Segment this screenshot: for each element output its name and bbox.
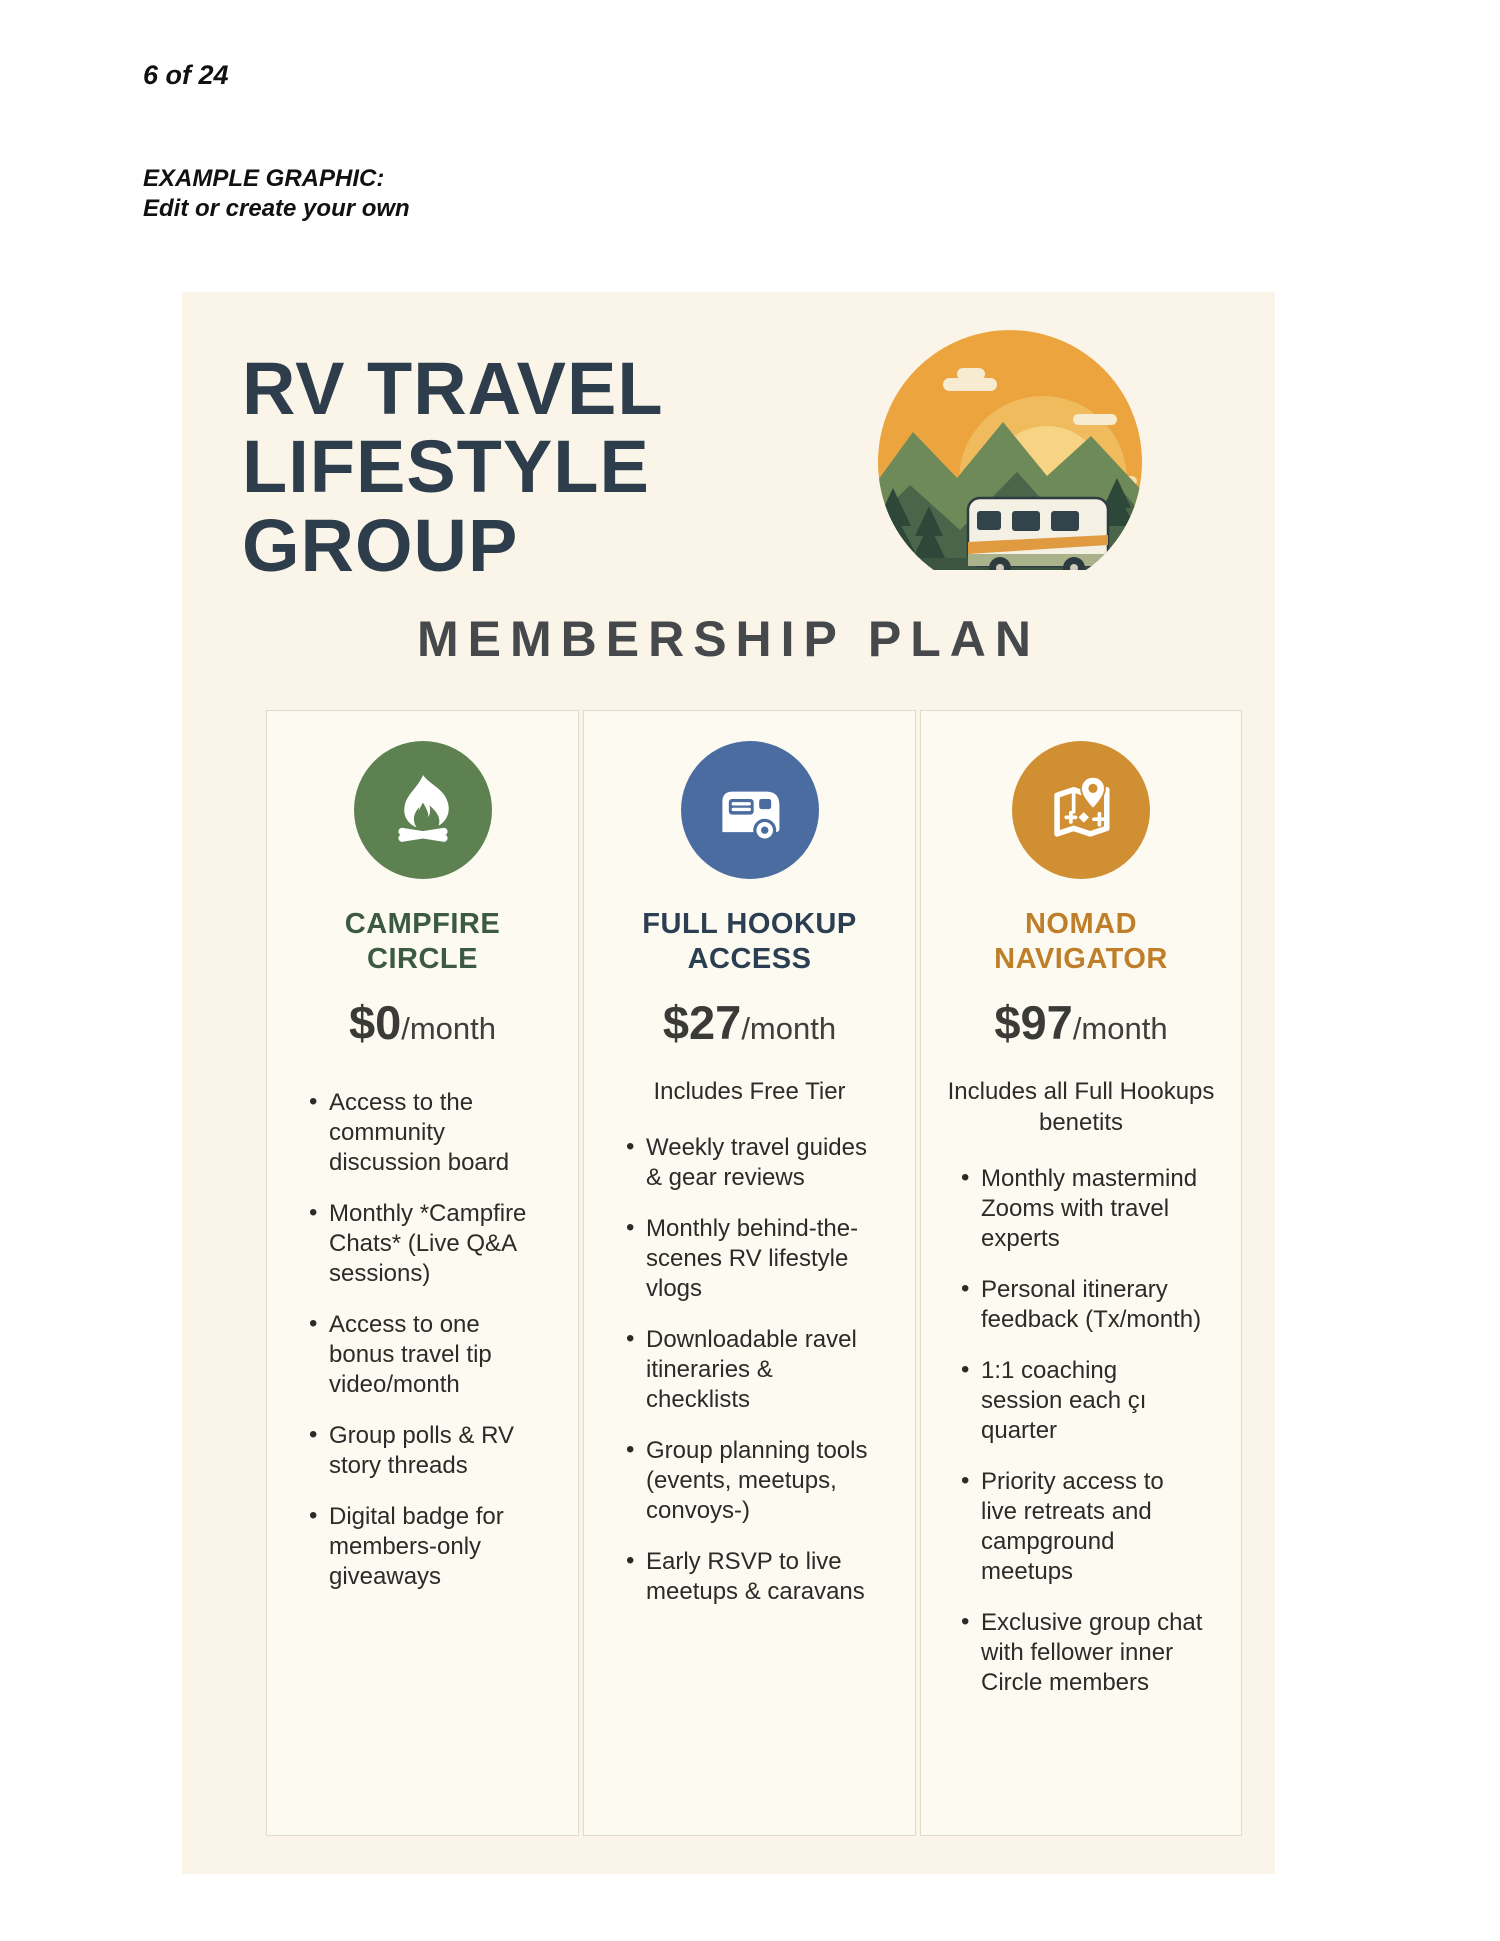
tier-name-line1: CAMPFIRE	[344, 908, 501, 940]
includes-note: Includes all Full Hookups benetits	[947, 1077, 1215, 1136]
benefit-item: • Monthly behind-the-scenes RV lifestyle vlogs	[624, 1214, 879, 1304]
tier-name-line1: NOMAD	[1024, 908, 1138, 940]
tier-name-line2: NAVIGATOR	[994, 942, 1168, 975]
benefit-item: • Access to the community discussion board	[307, 1088, 548, 1178]
benefit-item: • Digital badge for members-only giveaways	[307, 1502, 548, 1592]
price-period: /month	[741, 1010, 837, 1046]
benefit-list	[921, 1164, 1241, 1698]
tier-name-line2: ACCESS	[687, 942, 812, 975]
benefit-item: • Weekly travel guides & gear reviews	[624, 1133, 879, 1193]
benefit-list	[584, 1133, 915, 1607]
tier-card-nomad-navigator	[920, 710, 1242, 1836]
poster-title-line3: GROUP	[242, 503, 519, 587]
benefit-item: • Monthly *Campfire Chats* (Live Q&A sessions)	[307, 1199, 548, 1289]
benefit-item: • Exclusive group chat with fellower inner Circle members	[959, 1608, 1205, 1698]
price-period: /month	[401, 1010, 497, 1046]
benefit-item: • Personal itinerary feedback (Tx/month)	[959, 1275, 1205, 1335]
benefit-item: • Access to one bonus travel tip video/month	[307, 1310, 548, 1400]
benefit-item: • Group polls & RV story threads	[307, 1421, 548, 1481]
poster-title	[242, 347, 664, 587]
benefit-item: • 1:1 coaching session each çı quarter	[959, 1356, 1205, 1446]
membership-plan-heading: MEMBERSHIP PLAN	[416, 611, 1040, 667]
price-period: /month	[1072, 1010, 1168, 1046]
poster-title-line1: RV TRAVEL	[242, 347, 664, 430]
price-amount: $0	[348, 995, 402, 1049]
benefit-item: • Early RSVP to live meetups & caravans	[624, 1547, 879, 1607]
benefit-item: • Downloadable ravel itineraries & checklists	[624, 1325, 879, 1415]
poster-title-line2: LIFESTYLE	[242, 425, 650, 509]
tier-card-campfire-circle	[266, 710, 579, 1836]
tier-name-line1: FULL HOOKUP	[642, 908, 857, 940]
benefit-item: • Priority access to live retreats and campground meetups	[959, 1467, 1205, 1587]
page-indicator: 6 of 24	[143, 60, 229, 90]
tier-price	[349, 995, 496, 1050]
example-graphic-note	[143, 164, 410, 224]
includes-note: Includes Free Tier	[653, 1077, 846, 1105]
tier-price	[663, 995, 836, 1050]
price-amount: $97	[994, 995, 1073, 1049]
tier-card-full-hookup-access	[583, 710, 916, 1836]
tier-name	[345, 907, 500, 977]
benefit-item: • Monthly mastermind Zooms with travel experts	[959, 1164, 1205, 1254]
map-pin-icon	[1012, 741, 1150, 879]
benefit-item: • Group planning tools (events, meetups, convoys-)	[624, 1436, 879, 1526]
tier-name	[642, 907, 856, 977]
tier-name	[994, 907, 1168, 977]
benefit-list	[267, 1088, 578, 1592]
rv-camper-icon	[681, 741, 819, 879]
campfire-icon	[354, 741, 492, 879]
price-amount: $27	[662, 995, 742, 1049]
note-heading: EXAMPLE GRAPHIC:	[143, 165, 385, 192]
tier-price	[994, 995, 1167, 1050]
tier-name-line2: CIRCLE	[367, 942, 478, 975]
tier-cards	[266, 710, 1242, 1836]
note-subheading: Edit or create your own	[143, 195, 410, 222]
membership-poster	[182, 292, 1275, 1874]
rv-travel-logo	[865, 330, 1155, 596]
